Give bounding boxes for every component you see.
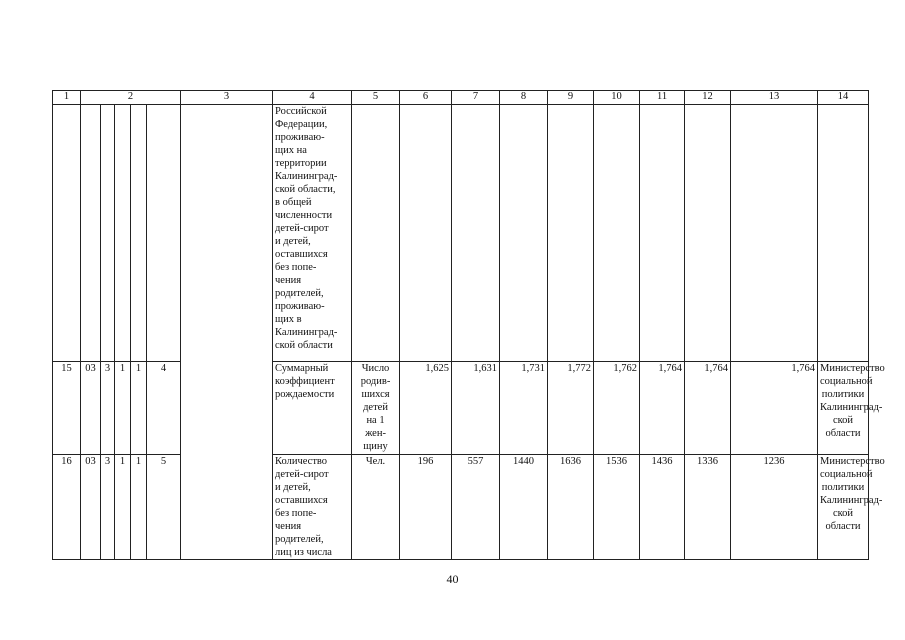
table-row bbox=[53, 362, 869, 455]
cell-code-e: 5 bbox=[147, 455, 181, 560]
cell-code-c bbox=[115, 105, 131, 362]
cell-description: Российской Федерации, проживаю- щих на территории Калининград- ской области, в общей численности детей-сирот и детей, оставшихся без попе- чения родителей, проживаю- щих в Калининград- ской области bbox=[273, 105, 352, 362]
cell-code-a bbox=[81, 105, 101, 362]
cell-num: 15 bbox=[53, 362, 81, 455]
cell-value: 1,764 bbox=[731, 362, 818, 455]
cell-unit: Число родив- шихся детей на 1 жен- щину bbox=[352, 362, 400, 455]
header-col-8: 8 bbox=[500, 91, 548, 105]
header-col-11: 11 bbox=[640, 91, 685, 105]
cell-code-a: 03 bbox=[81, 455, 101, 560]
header-col-13: 13 bbox=[731, 91, 818, 105]
cell-num bbox=[53, 105, 81, 362]
header-col-9: 9 bbox=[548, 91, 594, 105]
cell-code-b bbox=[101, 105, 115, 362]
cell-value: 1,764 bbox=[640, 362, 685, 455]
cell-code-e bbox=[147, 105, 181, 362]
cell-description: Суммарный коэффициент рождаемости bbox=[273, 362, 352, 455]
cell-value bbox=[731, 105, 818, 362]
cell-value: 1,772 bbox=[548, 362, 594, 455]
table-row bbox=[53, 455, 869, 560]
cell-code-a: 03 bbox=[81, 362, 101, 455]
cell-value bbox=[594, 105, 640, 362]
cell-unit: Чел. bbox=[352, 455, 400, 560]
header-col-2: 2 bbox=[81, 91, 181, 105]
cell-code-d: 1 bbox=[131, 455, 147, 560]
cell-value bbox=[500, 105, 548, 362]
header-col-6: 6 bbox=[400, 91, 452, 105]
cell-value: 1536 bbox=[594, 455, 640, 560]
cell-value: 557 bbox=[452, 455, 500, 560]
cell-value: 1636 bbox=[548, 455, 594, 560]
cell-col3-merged bbox=[181, 105, 273, 560]
header-col-12: 12 bbox=[685, 91, 731, 105]
header-col-10: 10 bbox=[594, 91, 640, 105]
cell-value bbox=[452, 105, 500, 362]
cell-value: 1236 bbox=[731, 455, 818, 560]
cell-code-c: 1 bbox=[115, 362, 131, 455]
cell-value: 1,625 bbox=[400, 362, 452, 455]
cell-num: 16 bbox=[53, 455, 81, 560]
header-col-3: 3 bbox=[181, 91, 273, 105]
table-row-continued bbox=[53, 105, 869, 362]
cell-code-e: 4 bbox=[147, 362, 181, 455]
cell-code-d: 1 bbox=[131, 362, 147, 455]
cell-value: 1440 bbox=[500, 455, 548, 560]
cell-responsible: Министерство социальной политики Калининград- ской области bbox=[818, 362, 869, 455]
cell-value bbox=[548, 105, 594, 362]
cell-value: 1,762 bbox=[594, 362, 640, 455]
cell-code-c: 1 bbox=[115, 455, 131, 560]
cell-value: 1,631 bbox=[452, 362, 500, 455]
header-col-1: 1 bbox=[53, 91, 81, 105]
cell-description: Количество детей-сирот и детей, оставшихся без попе- чения родителей, лиц из числа bbox=[273, 455, 352, 560]
cell-value: 1,764 bbox=[685, 362, 731, 455]
page-number: 40 bbox=[446, 572, 459, 586]
cell-code-d bbox=[131, 105, 147, 362]
cell-value: 1336 bbox=[685, 455, 731, 560]
cell-value: 1,731 bbox=[500, 362, 548, 455]
cell-code-b: 3 bbox=[101, 455, 115, 560]
header-col-4: 4 bbox=[273, 91, 352, 105]
cell-code-b: 3 bbox=[101, 362, 115, 455]
cell-value: 196 bbox=[400, 455, 452, 560]
cell-value bbox=[685, 105, 731, 362]
cell-responsible: Министерство социальной политики Калининград- ской области bbox=[818, 455, 869, 560]
cell-unit bbox=[352, 105, 400, 362]
column-number-header bbox=[53, 91, 869, 105]
cell-responsible bbox=[818, 105, 869, 362]
header-col-7: 7 bbox=[452, 91, 500, 105]
header-col-5: 5 bbox=[352, 91, 400, 105]
header-col-14: 14 bbox=[818, 91, 869, 105]
cell-value: 1436 bbox=[640, 455, 685, 560]
cell-value bbox=[640, 105, 685, 362]
cell-value bbox=[400, 105, 452, 362]
data-table bbox=[52, 90, 885, 560]
